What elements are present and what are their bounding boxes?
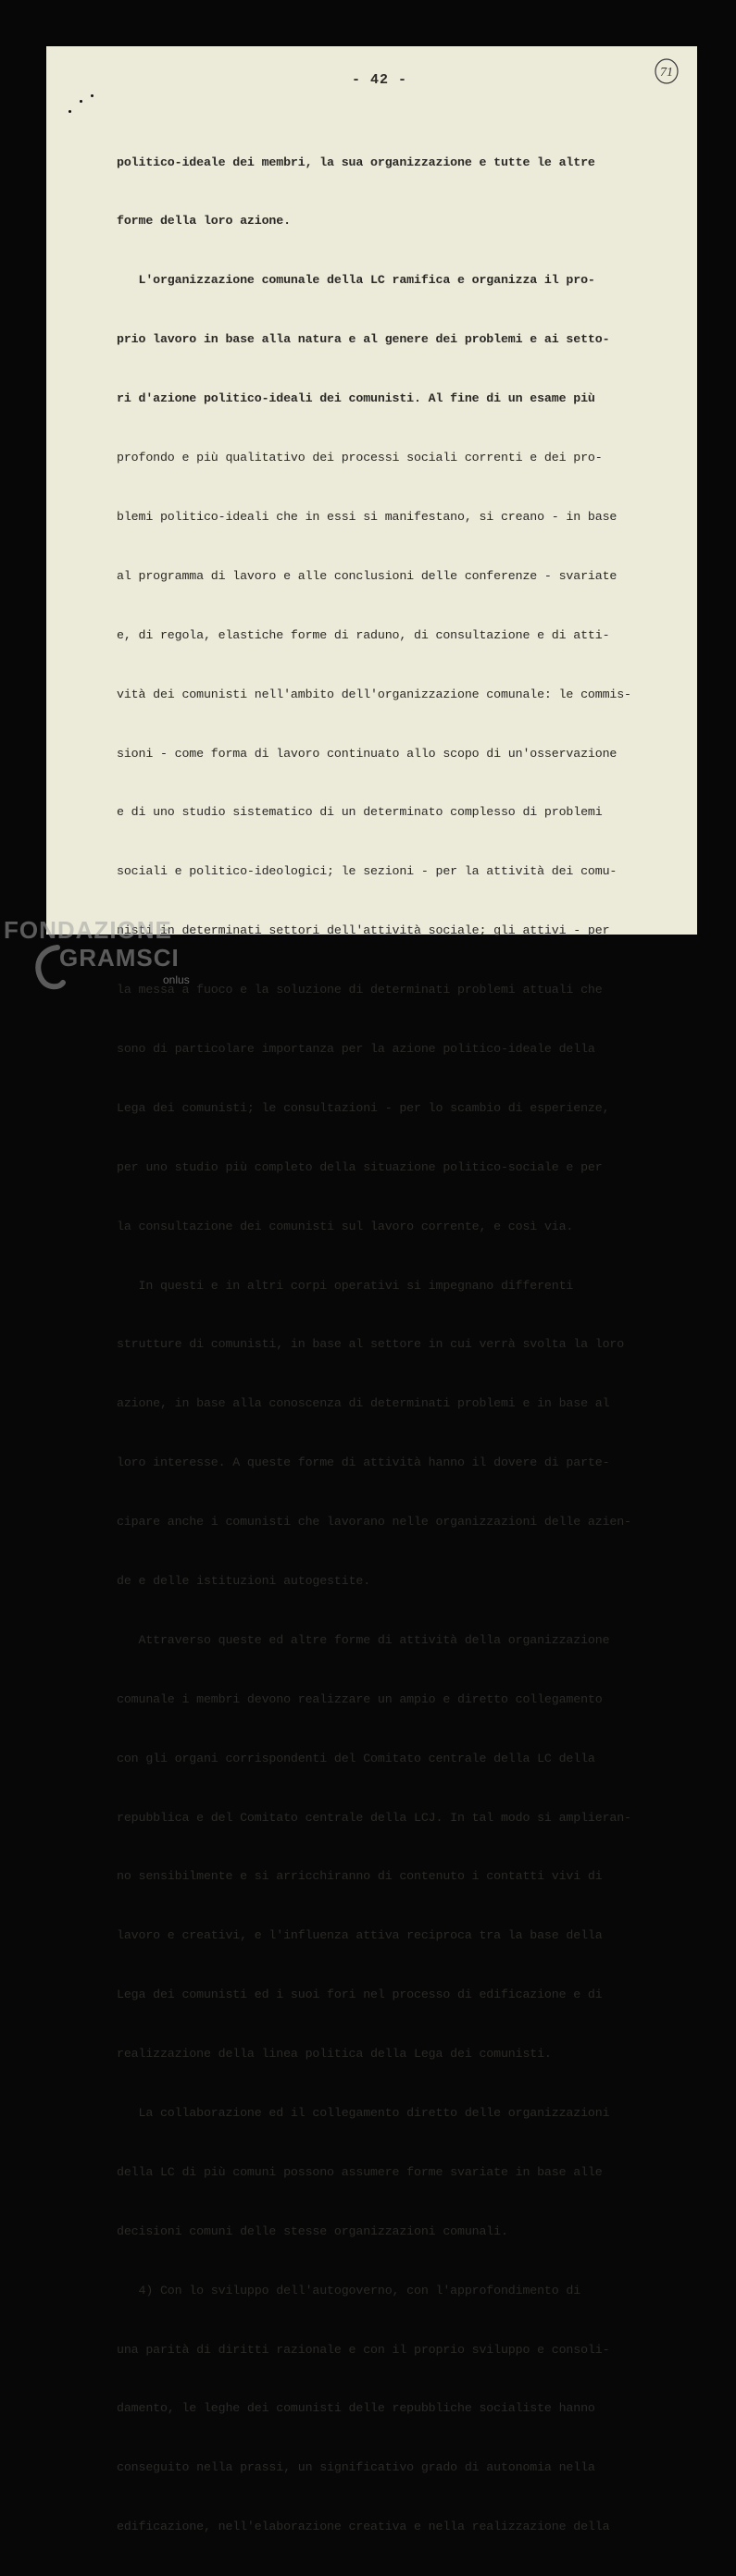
text-line: lavoro e creativi, e l'influenza attiva reciproca tra la base della — [117, 1928, 603, 1943]
text-line: sociali e politico-ideologici; le sezioni - per la attività dei comu- — [117, 864, 617, 879]
text-line: cipare anche i comunisti che lavorano nelle organizzazioni delle azien- — [117, 1515, 631, 1530]
watermark-line-1: FONDAZIONE — [4, 916, 172, 944]
text-line: decisioni comuni delle stesse organizzazioni comunali. — [117, 2223, 508, 2238]
text-line: sono di particolare importanza per la azione politico-ideale della — [117, 1041, 595, 1056]
text-line: prio lavoro in base alla natura e al genere dei problemi e ai setto- — [117, 332, 610, 347]
text-line: La collaborazione ed il collegamento diretto delle organizzazioni — [117, 2105, 610, 2120]
text-line: strutture di comunisti, in base al settore in cui verrà svolta la loro — [117, 1337, 625, 1352]
watermark-suffix: onlus — [163, 973, 190, 986]
text-line: per uno studio più completo della situazione politico-sociale e per — [117, 1159, 603, 1174]
text-line: una parità di diritti razionale e con il proprio sviluppo e consoli- — [117, 2342, 610, 2357]
text-line: la messa a fuoco e la soluzione di determinati problemi attuali che — [117, 983, 603, 997]
typed-body-text — [117, 113, 686, 2576]
text-line: repubblica e del Comitato centrale della LCJ. In tal modo si amplieran- — [117, 1810, 631, 1825]
text-line: della LC di più comuni possono assumere forme svariate in base alle — [117, 2164, 603, 2179]
text-line: profondo e più qualitativo dei processi sociali correnti e dei pro- — [117, 451, 603, 465]
text-line: L'organizzazione comunale della LC ramifica e organizza il pro- — [117, 273, 595, 288]
page-number: - 42 - — [352, 72, 408, 88]
text-line: comunale i membri devono realizzare un ampio e diretto collegamento — [117, 1691, 603, 1706]
text-line: ri d'azione politico-ideali dei comunisti. Al fine di un esame più — [117, 391, 595, 406]
text-line: blemi politico-ideali che in essi si manifestano, si creano - in base — [117, 509, 617, 524]
text-line: azione, in base alla conoscenza di determinati problemi e in base al — [117, 1396, 610, 1411]
text-line: loro interesse. A queste forme di attività hanno il dovere di parte- — [117, 1455, 610, 1470]
text-line: e, di regola, elastiche forme di raduno, di consultazione e di atti- — [117, 627, 610, 642]
text-line: Lega dei comunisti; le consultazioni - per lo scambio di esperienze, — [117, 1100, 610, 1115]
text-line: conseguito nella prassi, un significativo grado di autonomia nella — [117, 2460, 595, 2475]
archive-number: 71 — [660, 66, 673, 80]
text-line: con gli organi corrispondenti del Comitato centrale della LC della — [117, 1751, 595, 1765]
fondazione-gramsci-watermark — [4, 916, 189, 995]
text-line: forme della loro azione. — [117, 214, 291, 229]
text-line: vità dei comunisti nell'ambito dell'organizzazione comunale: le commis- — [117, 687, 631, 701]
text-line: realizzazione della linea politica della Lega dei comunisti. — [117, 2047, 552, 2062]
text-line: In questi e in altri corpi operativi si impegnano differenti — [117, 1278, 574, 1293]
text-line: sioni - come forma di lavoro continuato allo scopo di un'osservazione — [117, 746, 617, 761]
text-line: no sensibilmente e si arricchiranno di contenuto i contatti vivi di — [117, 1869, 603, 1884]
text-line: damento, le leghe dei comunisti delle repubbliche socialiste hanno — [117, 2401, 595, 2416]
text-line: la consultazione dei comunisti sul lavoro corrente, e così via. — [117, 1219, 574, 1233]
text-line: 4) Con lo sviluppo dell'autogoverno, con l'approfondimento di — [117, 2283, 581, 2297]
text-line: de e delle istituzioni autogestite. — [117, 1573, 371, 1588]
text-line: edificazione, nell'elaborazione creativa e nella realizzazione della — [117, 2520, 610, 2534]
text-line: e di uno studio sistematico di un determinato complesso di problemi — [117, 805, 603, 820]
text-line: politico-ideale dei membri, la sua organizzazione e tutte le altre — [117, 155, 595, 169]
watermark-line-2: GRAMSCI — [59, 944, 180, 972]
text-line: al programma di lavoro e alle conclusioni delle conferenze - svariate — [117, 568, 617, 583]
text-line: nisti in determinati settori dell'attività sociale; gli attivi - per — [117, 923, 610, 938]
archive-number-stamp — [653, 57, 680, 85]
text-line: Attraverso queste ed altre forme di attività della organizzazione — [117, 1632, 610, 1647]
text-line: Lega dei comunisti ed i suoi fori nel processo di edificazione e di — [117, 1988, 603, 2002]
